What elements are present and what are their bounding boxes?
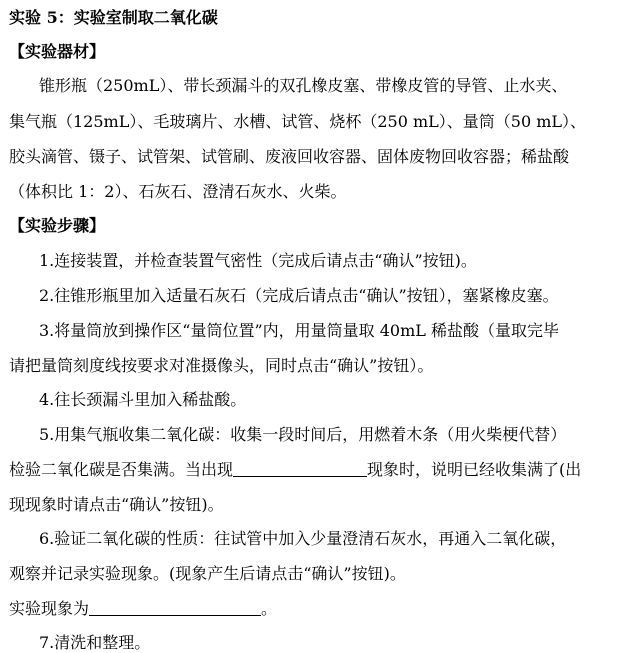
steps-heading: 【实验步骤】 (9, 216, 106, 235)
observation-end: 。 (261, 599, 278, 618)
step-3-line-1: 3.将量筒放到操作区“量筒位置”内，用量筒量取 40mL 稀盐酸（量取完毕 (39, 321, 559, 340)
experiment-title: 实验 5：实验室制取二氧化碳 (9, 8, 218, 27)
step-5-line-2 (9, 460, 581, 480)
observation-line (9, 599, 277, 619)
materials-line: 胶头滴管、镊子、试管架、试管刷、废液回收容器、固体废物回收容器；稀盐酸 (9, 147, 570, 166)
step-5-line-3: 现现象时请点击“确认”按钮)。 (9, 495, 224, 514)
step-2: 2.往锥形瓶里加入适量石灰石（完成后请点击“确认”按钮），塞紧橡皮塞。 (39, 286, 559, 305)
materials-line: 锥形瓶（250mL）、带长颈漏斗的双孔橡皮塞、带橡皮管的导管、止水夹、 (39, 76, 568, 95)
observation-label: 实验现象为 (9, 599, 90, 618)
step-7: 7.清洗和整理。 (39, 633, 151, 652)
step-1: 1.连接装置，并检查装置气密性（完成后请点击“确认”按钮)。 (39, 251, 477, 270)
phenomenon-blank[interactable] (233, 460, 367, 477)
step-3-line-2: 请把量筒刻度线按要求对准摄像头，同时点击“确认”按钮）。 (9, 356, 434, 375)
step-6-line-2: 观察并记录实验现象。(现象产生后请点击“确认”按钮)。 (9, 564, 406, 583)
step-5-line-1: 5.用集气瓶收集二氧化碳：收集一段时间后，用燃着木条（用火柴梗代替） (39, 425, 567, 444)
materials-heading: 【实验器材】 (9, 42, 106, 61)
step-6-line-1: 6.验证二氧化碳的性质：往试管中加入少量澄清石灰水，再通入二氧化碳， (39, 529, 567, 548)
step-4: 4.往长颈漏斗里加入稀盐酸。 (39, 390, 247, 409)
materials-line: （体积比 1：2）、石灰石、澄清石灰水、火柴。 (9, 182, 347, 201)
observation-blank[interactable] (89, 599, 261, 616)
step-5-text-after-blank: 现象时，说明已经收集满了(出 (367, 460, 582, 479)
materials-line: 集气瓶（125mL）、毛玻璃片、水槽、试管、烧杯（250 mL）、量筒（50 mL）、 (9, 112, 587, 131)
step-5-text-before-blank: 检验二氧化碳是否集满。当出现 (9, 460, 234, 479)
